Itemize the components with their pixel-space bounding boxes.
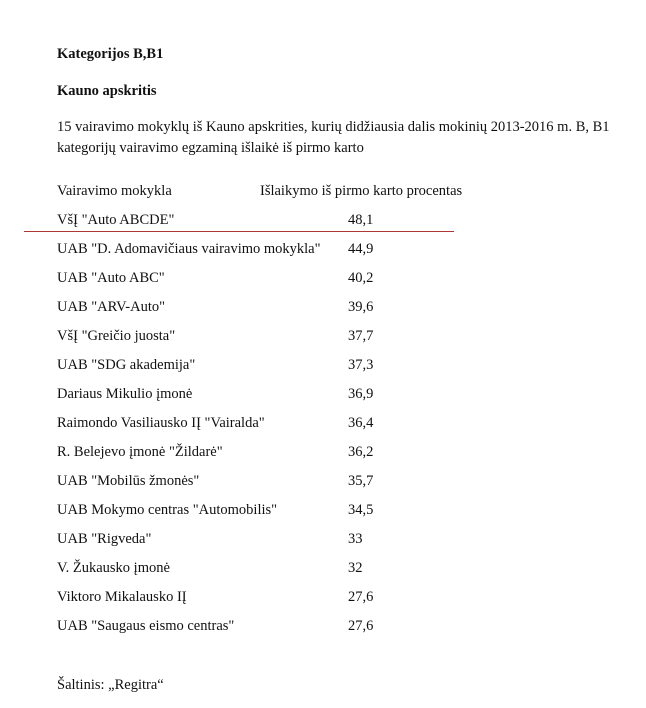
pass-rate: 37,3 <box>348 357 374 373</box>
pass-rate: 33 <box>348 531 363 547</box>
table-row <box>0 386 646 415</box>
pass-rate: 32 <box>348 560 363 576</box>
school-name: Raimondo Vasiliausko IĮ "Vairalda" <box>57 415 265 431</box>
pass-rate: 48,1 <box>348 212 374 228</box>
school-name: Dariaus Mikulio įmonė <box>57 386 193 402</box>
table-row <box>0 502 646 531</box>
school-name: UAB "Rigveda" <box>57 531 152 547</box>
school-name: UAB "Saugaus eismo centras" <box>57 618 235 634</box>
pass-rate: 40,2 <box>348 270 374 286</box>
school-name: Viktoro Mikalausko IĮ <box>57 589 187 605</box>
column-header-percentage: Išlaikymo iš pirmo karto procentas <box>260 183 463 199</box>
pass-rate: 27,6 <box>348 589 374 605</box>
table-row <box>0 560 646 589</box>
table-row <box>0 212 646 241</box>
school-name: UAB "ARV-Auto" <box>57 299 166 315</box>
school-name: UAB "Mobilūs žmonės" <box>57 473 200 489</box>
column-header-school: Vairavimo mokykla <box>57 183 172 199</box>
table-row <box>0 618 646 647</box>
table-row <box>0 299 646 328</box>
table-row <box>0 473 646 502</box>
pass-rate: 36,4 <box>348 415 374 431</box>
table-row <box>0 328 646 357</box>
pass-rate: 39,6 <box>348 299 374 315</box>
table-row <box>0 444 646 473</box>
pass-rate: 36,2 <box>348 444 374 460</box>
heading-category: Kategorijos B,B1 <box>57 46 164 62</box>
school-name: VšĮ "Auto ABCDE" <box>57 212 175 228</box>
table-row <box>0 270 646 299</box>
table-row <box>0 589 646 618</box>
pass-rate: 37,7 <box>348 328 374 344</box>
table-row <box>0 241 646 270</box>
pass-rate: 34,5 <box>348 502 374 518</box>
description: 15 vairavimo mokyklų iš Kauno apskrities, kurių didžiausia dalis mokinių 2013-2016 m. B, B1 kategorijų vairavimo egzaminą išlaikė iš pirmo karto <box>57 119 610 156</box>
pass-rate: 36,9 <box>348 386 374 402</box>
source-note: Šaltinis: „Regitra“ <box>57 677 164 693</box>
school-name: UAB Mokymo centras "Automobilis" <box>57 502 278 518</box>
school-name: VšĮ "Greičio juosta" <box>57 328 176 344</box>
heading-region: Kauno apskritis <box>57 83 157 99</box>
pass-rate: 44,9 <box>348 241 374 257</box>
school-name: R. Belejevo įmonė "Žildarė" <box>57 444 223 460</box>
table-row <box>0 357 646 386</box>
pass-rate: 27,6 <box>348 618 374 634</box>
school-name: V. Žukausko įmonė <box>57 560 170 576</box>
pass-rate: 35,7 <box>348 473 374 489</box>
school-name: UAB "Auto ABC" <box>57 270 165 286</box>
table-row <box>0 415 646 444</box>
school-name: UAB "SDG akademija" <box>57 357 196 373</box>
school-name: UAB "D. Adomavičiaus vairavimo mokykla" <box>57 241 321 257</box>
table-row <box>0 531 646 560</box>
results-table <box>0 212 646 647</box>
